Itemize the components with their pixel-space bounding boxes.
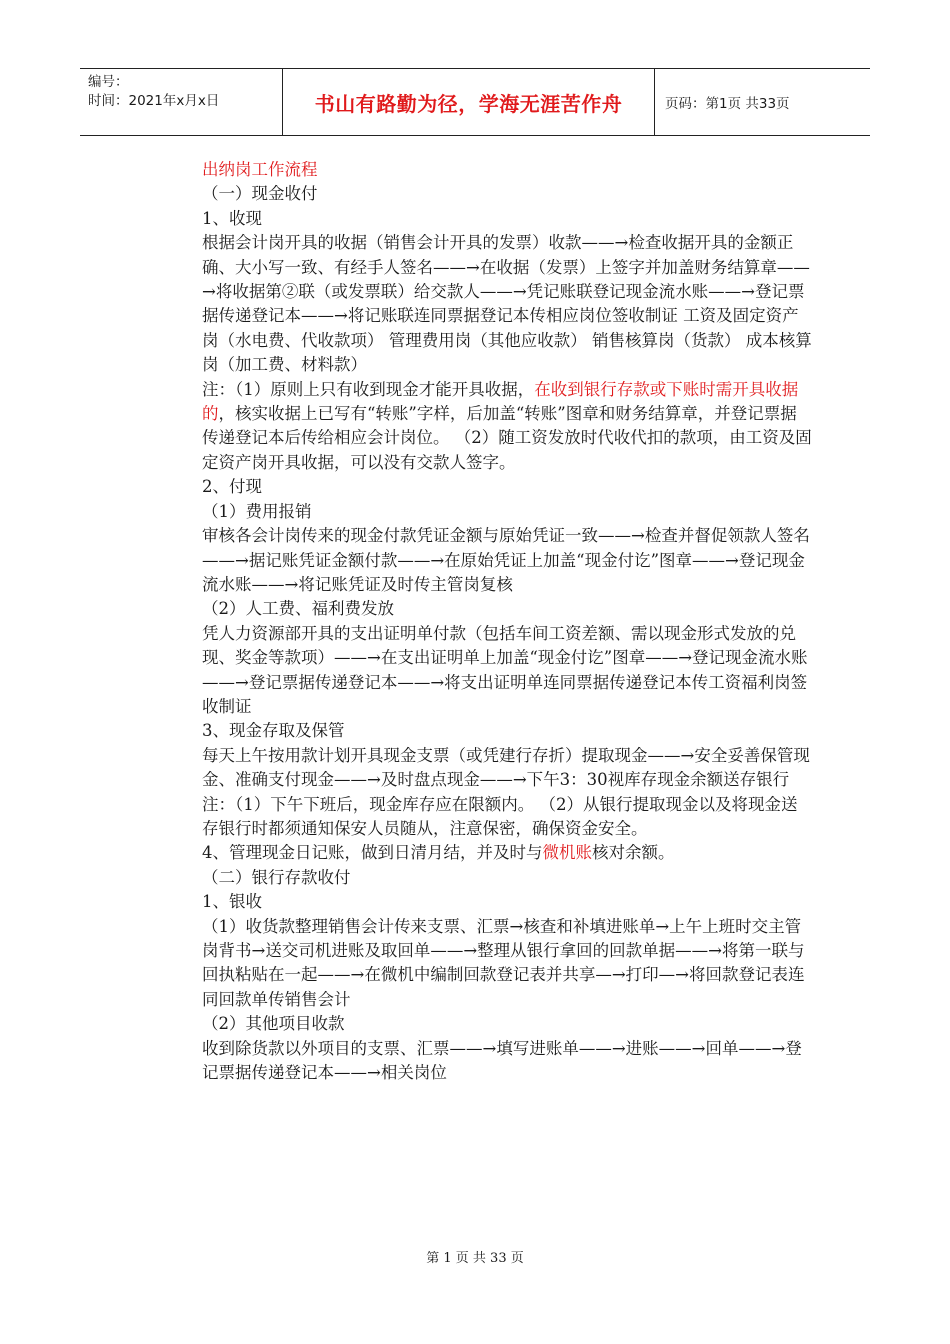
subsection-heading: （2）其他项目收款 <box>202 1014 345 1034</box>
page-footer: 第 1 页 共 33 页 <box>426 1251 524 1266</box>
text: 核对余额。 <box>592 843 675 863</box>
header-table <box>80 68 870 136</box>
paragraph: 审核各会计岗传来的现金付款凭证金额与原始凭证一致——→检查并督促领款人签名——→据记账凭证金额付款——→在原始凭证上加盖“现金付讫”图章——→登记现金流水账——→将记账凭证及时传主管岗复核 <box>202 526 810 594</box>
document-title: 出纳岗工作流程 <box>202 160 318 179</box>
subsection-heading: （2）人工费、福利费发放 <box>202 599 394 619</box>
subsection-heading: 1、银收 <box>202 892 262 912</box>
note-paragraph: 注：（1）下午下班后，现金库存应在限额内。 （2）从银行提取现金以及将现金送存银行时都须通知保安人员随从，注意保密，确保资金安全。 <box>202 794 798 838</box>
section-heading: （一）现金收付 <box>202 184 318 204</box>
header-page-info: 页码：第1页 共33页 <box>665 96 790 112</box>
paragraph: （1）收货款整理销售会计传来支票、汇票→核查和补填进账单→上午上班时交主管岗背书→送交司机进账及取回单——→整理从银行拿回的回款单据——→将第一联与回执粘贴在一起——→在微机中编制回款登记表并共享—→打印—→将回款登记表连同回款单传销售会计 <box>202 916 805 1009</box>
subsection-heading: 2、付现 <box>202 477 262 497</box>
text: 4、管理现金日记账，做到日清月结，并及时与 <box>202 843 543 863</box>
paragraph: 收到除货款以外项目的支票、汇票——→填写进账单——→进账——→回单——→登记票据传递登记本——→相关岗位 <box>202 1038 802 1083</box>
note-text: 注：（1）原则上只有收到现金才能开具收据， <box>202 379 535 399</box>
subsection-heading: （1）费用报销 <box>202 501 312 521</box>
highlighted-text: 在收到银行存款或下账时需开具收据的 <box>202 379 799 424</box>
section-heading: （二）银行存款收付 <box>202 867 351 887</box>
subsection-heading: 3、现金存取及保管 <box>202 721 345 741</box>
document-number: 编号： <box>88 74 129 90</box>
subsection-heading <box>202 841 812 865</box>
note-text: ，核实收据上已写有“转账”字样，后加盖“转账”图章和财务结算章，并登记票据传递登记本后传给相应会计岗位。 （2）随工资发放时代收代扣的款项，由工资及固定资产岗开具收据，可以没有交款人签字。 <box>202 404 812 472</box>
highlighted-text: 微机账 <box>542 843 592 863</box>
paragraph: 根据会计岗开具的收据（销售会计开具的发票）收款——→检查收据开具的金额正确、大小写一致、有经手人签名——→在收据（发票）上签字并加盖财务结算章——→将收据第②联（或发票联）给交款人——→凭记账联登记现金流水账——→登记票据传递登记本——→将记账联连同票据登记本传相应岗位签收制证 工资及固定资产岗（水电费、代收款项） 管理费用岗（其他应收款） 销售核算岗（货款） 成本核算岗（加工费、材料款） <box>202 233 812 375</box>
document-date: 时间：2021年x月x日 <box>88 93 220 109</box>
header-motto: 书山有路勤为径，学海无涯苦作舟 <box>283 69 655 135</box>
header-meta <box>80 69 283 135</box>
paragraph: 每天上午按用款计划开具现金支票（或凭建行存折）提取现金——→安全妥善保管现金、准确支付现金——→及时盘点现金——→下午3：30视库存现金余额送存银行 <box>202 745 810 790</box>
note-paragraph <box>202 378 812 476</box>
subsection-heading: 1、收现 <box>202 208 262 228</box>
document-body <box>202 158 812 1085</box>
paragraph: 凭人力资源部开具的支出证明单付款（包括车间工资差额、需以现金形式发放的兑现、奖金等款项）——→在支出证明单上加盖“现金付讫”图章——→登记现金流水账——→登记票据传递登记本——→将支出证明单连同票据传递登记本传工资福利岗签收制证 <box>202 623 808 716</box>
